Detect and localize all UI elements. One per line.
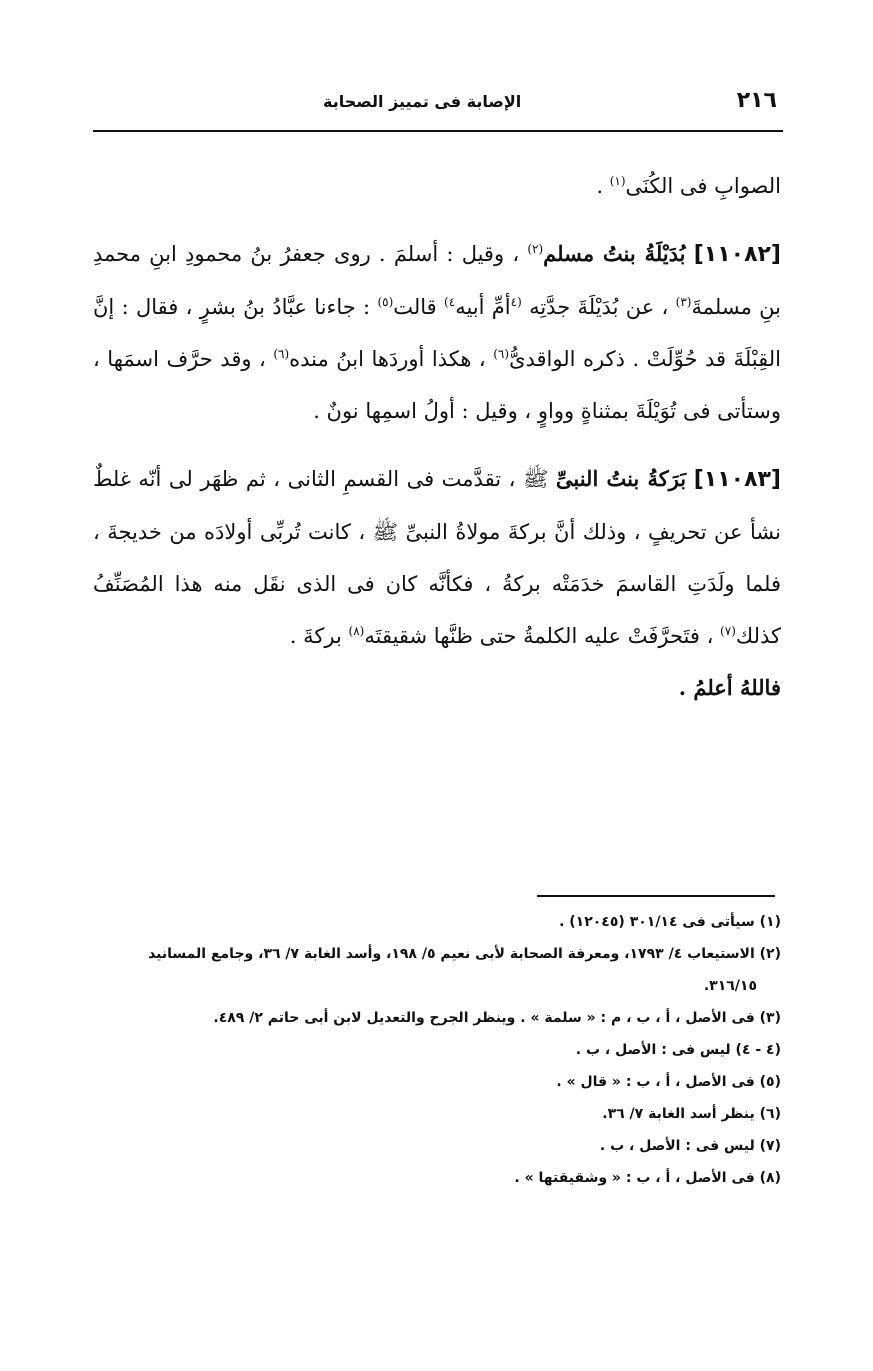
intro-paragraph: الصوابِ فى الكُنَى$^{(١)}$ . xyxy=(596,174,781,198)
footnote-ref: (٧) xyxy=(720,624,736,638)
footnote-8: (٨) فى الأصل ، أ ، ب : « وشقيقتها » . xyxy=(514,1170,781,1186)
page-number: ٢١٦ xyxy=(736,88,777,113)
footnote-7: (٧) ليس فى : الأصل ، ب . xyxy=(599,1138,781,1154)
footnote-rule xyxy=(537,895,775,897)
footnote-2-continued: ٣١٦/١٥. xyxy=(703,978,757,994)
footnote-ref: (٦) xyxy=(493,347,510,361)
footnote-ref: (١) xyxy=(609,174,626,188)
footnote-4: (٤ - ٤) ليس فى : الأصل ، ب . xyxy=(575,1042,781,1058)
footnote-ref: (٦) xyxy=(273,347,290,361)
header-rule xyxy=(93,130,783,132)
footnote-1: (١) سيأتى فى ٣٠١/١٤ (١٢٠٤٥) . xyxy=(559,914,781,930)
footnote-2: (٢) الاستيعاب ٤/ ١٧٩٣، ومعرفة الصحابة لأبى نعيم ٥/ ١٩٨، وأسد الغابة ٧/ ٣٦، وجامع المسانيد xyxy=(148,946,781,962)
footnotes xyxy=(93,906,781,1194)
footnote-ref: ٤) xyxy=(444,295,456,309)
footnote-ref: (٢) xyxy=(527,242,544,256)
main-text xyxy=(93,160,781,714)
footnote-5: (٥) فى الأصل ، أ ، ب : « قال » . xyxy=(556,1074,781,1090)
salawat-glyph: ﷺ xyxy=(372,520,398,544)
footnote-ref: (٤ xyxy=(510,295,522,309)
entry-number: [١١٠٨٢] xyxy=(693,242,781,267)
page-header xyxy=(93,86,783,120)
closing-line: فاللهُ أعلمُ . xyxy=(678,675,781,700)
salawat-glyph: ﷺ xyxy=(522,467,549,491)
entry-name: بُدَيْلَةُ بنتُ مسلم xyxy=(543,241,686,266)
footnote-6: (٦) ينظر أسد الغابة ٧/ ٣٦. xyxy=(602,1106,781,1122)
entry-11082: [١١٠٨٢] بُدَيْلَةُ بنتُ مسلم$^{(٢)}$ ، وقيل : أسلمَ . روى جعفرُ بنُ محمودِ ابنِ محمدِ بنِ مسلمةَ$^{(٣)}$ ، عن بُدَيْلَةَ جدَّتِه $^{(٤}$أمِّ أبيه$^{٤)}$ قالت$^{(٥)}$ : جاءنا عبَّادُ بنُ بشرٍ ، فقال : إنَّ القِبْلَةَ قد حُوِّلَتْ . ذكره الواقدىُّ$^{(٦)}$ ، هكذا أوردَها ابنُ منده$^{(٦)}$ ، وقد حرَّف اسمَها ، وستأتى فى تُوَيْلَةَ بمثناةٍ وواوٍ ، وقيل : أولُ اسمِها نونٌ . xyxy=(93,241,781,423)
entry-11083: [١١٠٨٣] بَرَكةُ بنتُ النبىِّ ﷺ ، تقدَّمت فى القسمِ الثانى ، ثم ظهَر لى أنّه غلطٌ نشأ عن تحريفٍ ، وذلك أنَّ بركةَ مولاةُ النبىِّ ﷺ ، كانت تُربِّى أولادَه من خديجةَ ، فلما ولَدَتِ القاسمَ خدَمَتْه بركةُ ، فكأنَّه كان فى الذى نقَل منه هذا المُصَنِّفُ كذلك$^{(٧)}$ ، فتَحرَّفَتْ عليه الكلمةُ حتى ظنَّها شقيقتَه$^{(٨)}$ بركةَ . xyxy=(93,466,781,648)
footnote-3: (٣) فى الأصل ، أ ، ب ، م : « سلمة » . وينظر الجرح والتعديل لابن أبى حاتم ٢/ ٤٨٩. xyxy=(213,1010,781,1026)
footnote-ref: (٨) xyxy=(348,624,365,638)
entry-number: [١١٠٨٣] xyxy=(693,467,781,492)
entry-name: بَرَكةُ بنتُ النبىِّ xyxy=(555,466,687,491)
footnote-ref: (٣) xyxy=(675,295,692,309)
footnote-ref: (٥) xyxy=(377,295,394,309)
running-title: الإصابة فى تمييز الصحابة xyxy=(323,92,522,111)
